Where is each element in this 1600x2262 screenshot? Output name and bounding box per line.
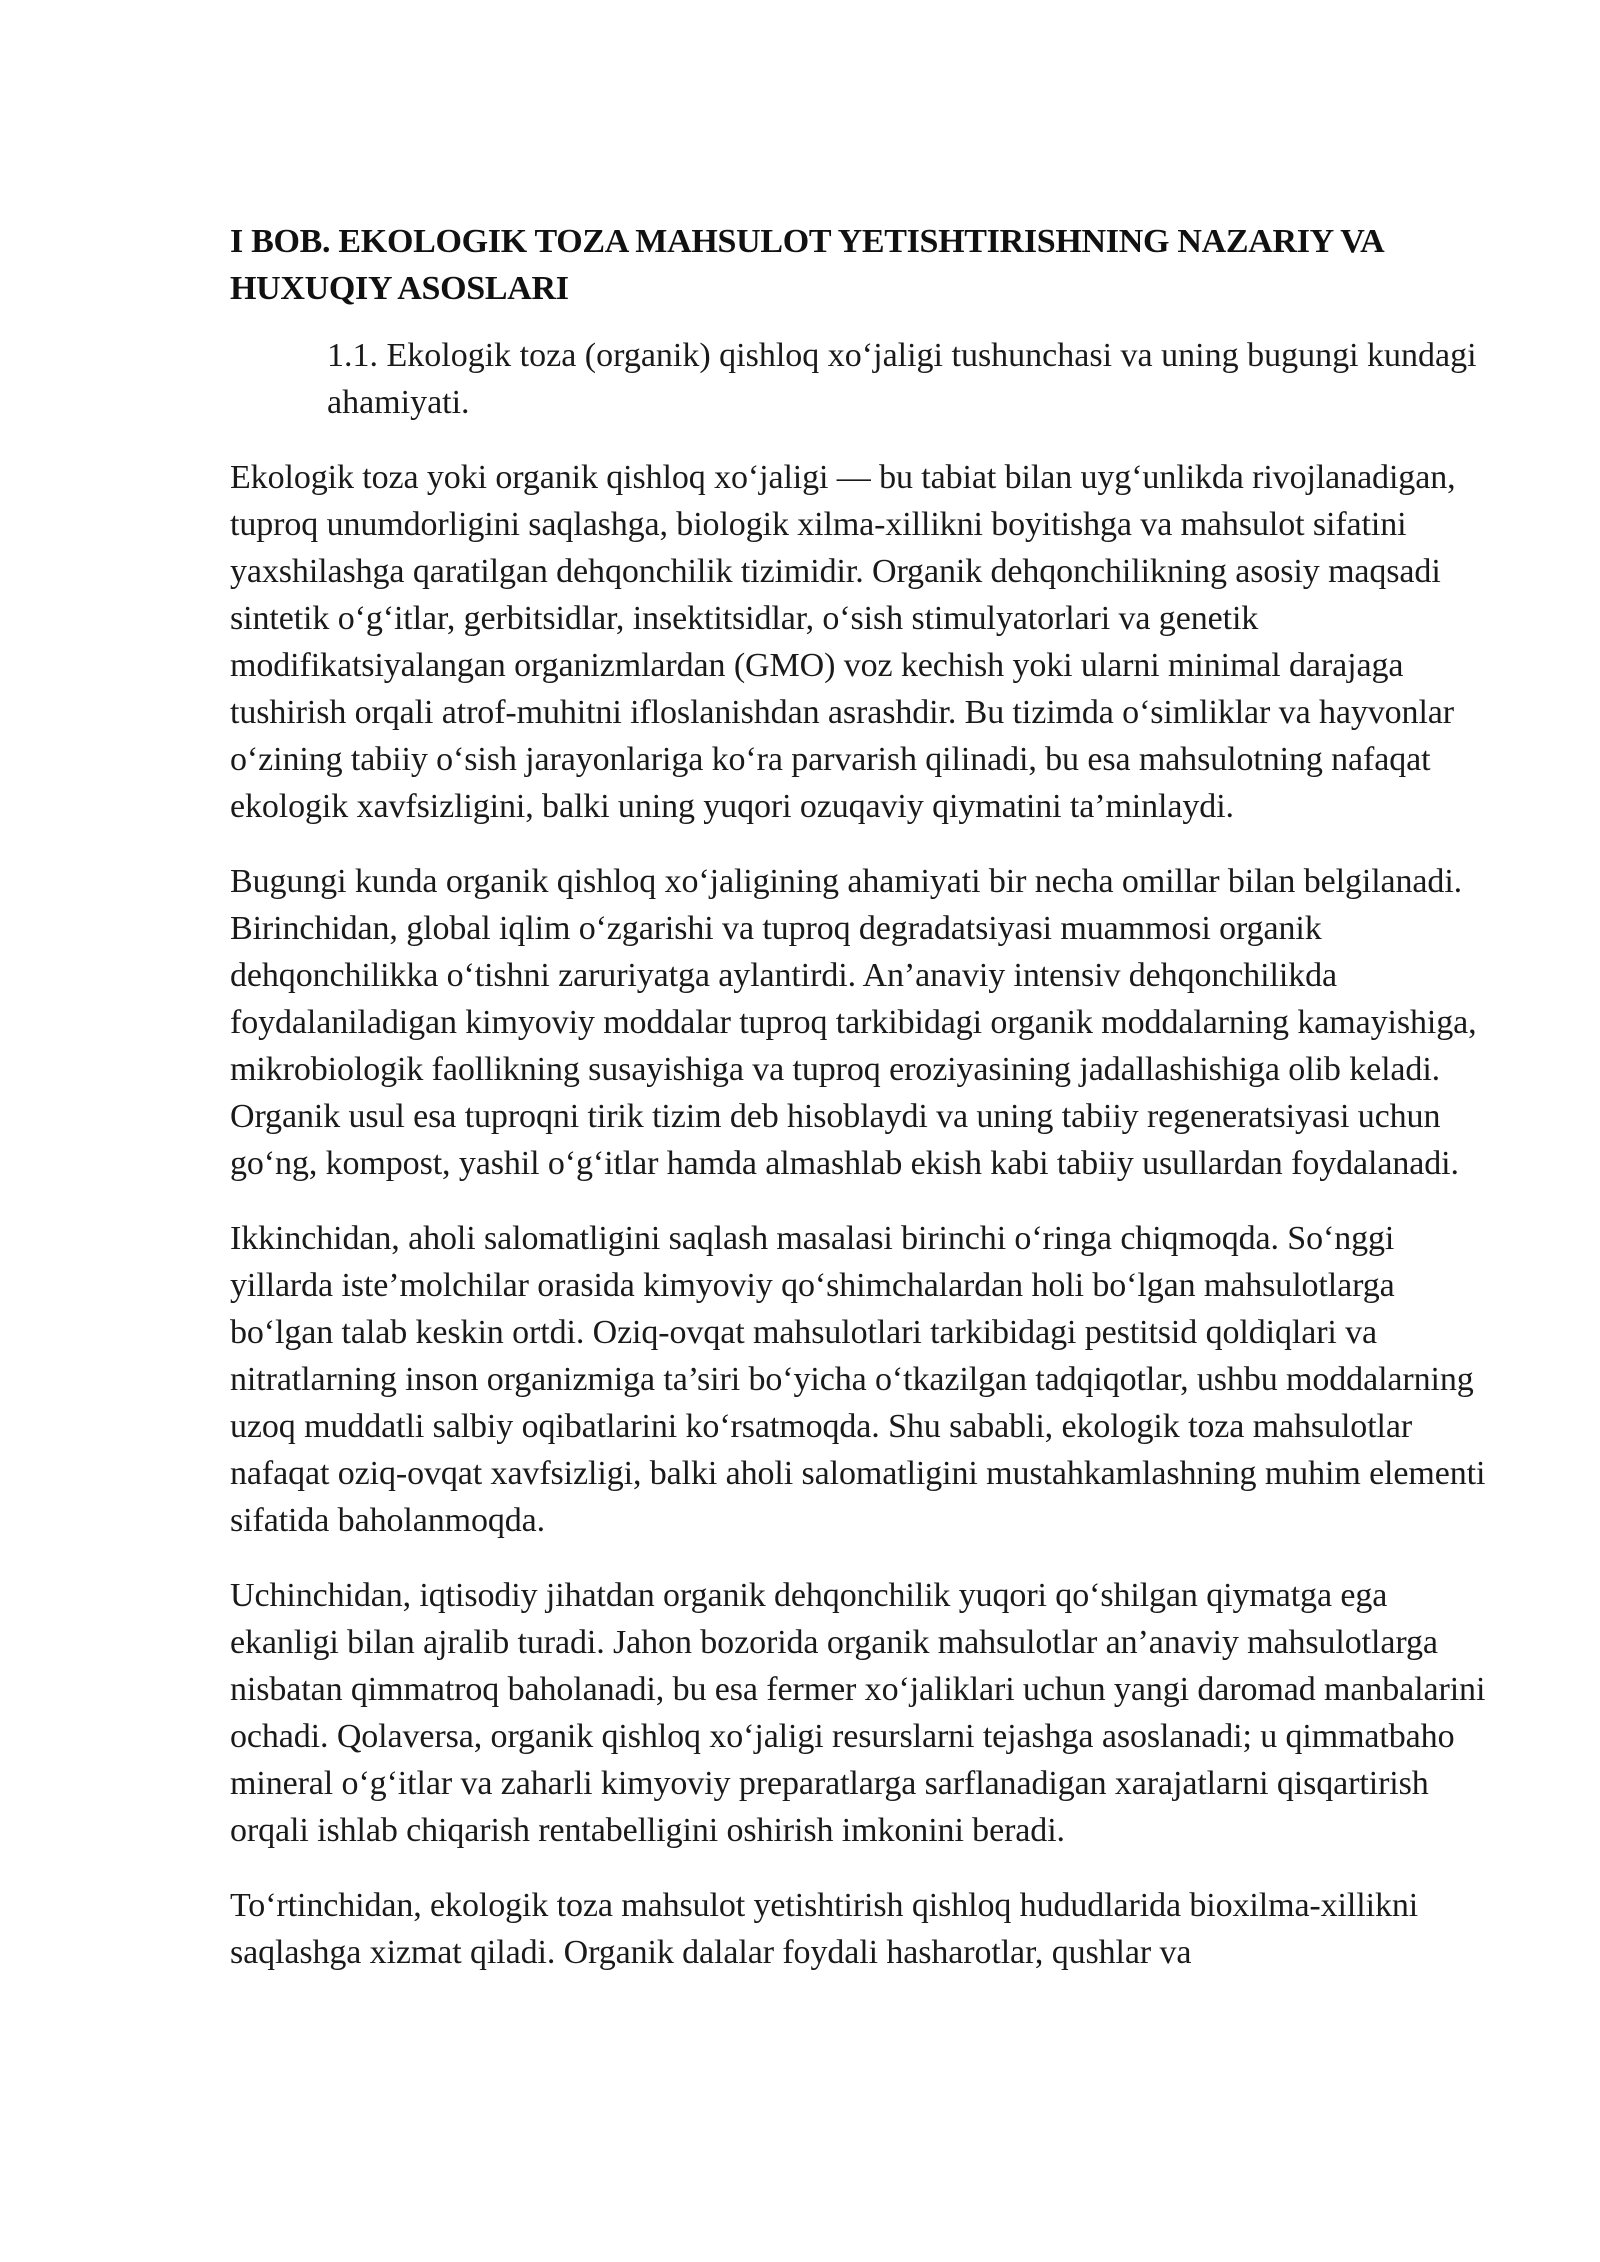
paragraph-3: Ikkinchidan, aholi salomatligini saqlash masalasi birinchi o‘ringa chiqmoqda. So‘nggi yillarda iste’molchilar orasida kimyoviy qo‘shimchalardan holi bo‘lgan mahsulotlarga bo‘lgan talab keskin ortdi. Oziq-ovqat mahsulotlari tarkibidagi pestitsid qoldiqlari va nitratlarning inson organizmiga ta’siri bo‘yicha o‘tkazilgan tadqiqotlar, ushbu moddalarning uzoq muddatli salbiy oqibatlarini ko‘rsatmoqda. Shu sababli, ekologik toza mahsulotlar nafaqat oziq-ovqat xavfsizligi, balki aholi salomatligini mustahkamlashning muhim elementi sifatida baholanmoqda. — [230, 1220, 1486, 1539]
paragraph-1: Ekologik toza yoki organik qishloq xo‘jaligi — bu tabiat bilan uyg‘unlikda rivojlanadigan, tuproq unumdorligini saqlashga, biologik xilma-xillikni boyitishga va mahsulot sifatini yaxshilashga qaratilgan dehqonchilik tizimidir. Organik dehqonchilikning asosiy maqsadi sintetik o‘g‘itlar, gerbitsidlar, insektitsidlar, o‘sish stimulyatorlari va genetik modifikatsiyalangan organizmlardan (GMO) voz kechish yoki ularni minimal darajaga tushirish orqali atrof-muhitni ifloslanishdan asrashdir. Bu tizimda o‘simliklar va hayvonlar o‘zining tabiiy o‘sish jarayonlariga ko‘ra parvarish qilinadi, bu esa mahsulotning nafaqat ekologik xavfsizligini, balki uning yuqori ozuqaviy qiymatini ta’minlaydi. — [230, 459, 1456, 825]
paragraph-5: To‘rtinchidan, ekologik toza mahsulot yetishtirish qishloq hududlarida bioxilma-xillikni saqlashga xizmat qiladi. Organik dalalar foydali hasharotlar, qushlar va — [230, 1887, 1419, 1971]
paragraph-4: Uchinchidan, iqtisodiy jihatdan organik dehqonchilik yuqori qo‘shilgan qiymatga ega ekanligi bilan ajralib turadi. Jahon bozorida organik mahsulotlar an’anaviy mahsulotlarga nisbatan qimmatroq baholanadi, bu esa fermer xo‘jaliklari uchun yangi daromad manbalarini ochadi. Qolaversa, organik qishloq xo‘jaligi resurslarni tejashga asoslanadi; u qimmatbaho mineral o‘g‘itlar va zaharli kimyoviy preparatlarga sarflanadigan xarajatlarni qisqartirish orqali ishlab chiqarish rentabelligini oshirish imkonini beradi. — [230, 1577, 1486, 1849]
paragraph-2: Bugungi kunda organik qishloq xo‘jaligining ahamiyati bir necha omillar bilan belgilanadi. Birinchidan, global iqlim o‘zgarishi va tuproq degradatsiyasi muammosi organik dehqonchilikka o‘tishni zaruriyatga aylantirdi. An’anaviy intensiv dehqonchilikda foydalaniladigan kimyoviy moddalar tuproq tarkibidagi organik moddalarning kamayishiga, mikrobiologik faollikning susayishiga va tuproq eroziyasining jadallashishiga olib keladi. Organik usul esa tuproqni tirik tizim deb hisoblaydi va uning tabiiy regeneratsiyasi uchun go‘ng, kompost, yashil o‘g‘itlar hamda almashlab ekish kabi tabiiy usullardan foydalanadi. — [230, 863, 1477, 1182]
section-heading — [327, 332, 1492, 426]
document-content — [230, 218, 1492, 1976]
chapter-title: I BOB. EKOLOGIK TOZA MAHSULOT YETISHTIRISHNING NAZARIY VA HUXUQIY ASOSLARI — [230, 223, 1383, 307]
section-number: 1.1. — [327, 337, 378, 374]
section-title: Ekologik toza (organik) qishloq xo‘jaligi tushunchasi va uning bugungi kundagi ahamiyati. — [327, 337, 1477, 421]
